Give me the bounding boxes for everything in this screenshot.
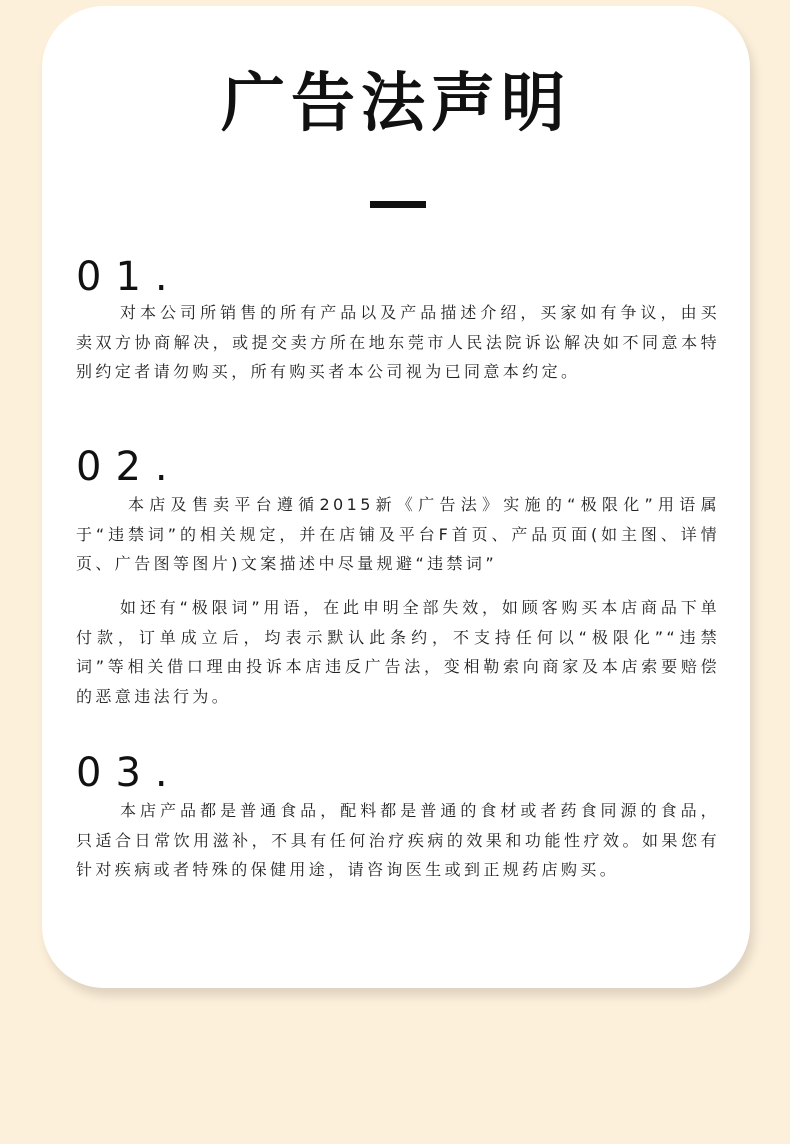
section-number-01: 01. <box>76 254 182 300</box>
section-02-paragraph-1: 本店及售卖平台遵循2015新《广告法》实施的“极限化”用语属于“违禁词”的相关规定，并在店铺及平台F首页、产品页面(如主图、详情页、广告图等图片)文案描述中尽量规避“违禁词” <box>76 495 720 573</box>
section-number-02: 02. <box>76 444 182 490</box>
page-title: 广告法声明 <box>221 67 571 141</box>
declaration-card <box>42 6 750 988</box>
section-number-03: 03. <box>76 750 182 796</box>
title-divider <box>370 201 426 208</box>
section-02-paragraph-2: 如还有“极限词”用语，在此申明全部失效，如顾客购买本店商品下单付款，订单成立后，均表示默认此条约，不支持任何以“极限化”“违禁词”等相关借口理由投诉本店违反广告法，变相勒索向商家及本店索要赔偿的恶意违法行为。 <box>76 598 720 706</box>
section-03-paragraph: 本店产品都是普通食品，配料都是普通的食材或者药食同源的食品，只适合日常饮用滋补，不具有任何治疗疾病的效果和功能性疗效。如果您有针对疾病或者特殊的保健用途，请咨询医生或到正规药店购买。 <box>76 801 720 879</box>
section-01-paragraph: 对本公司所销售的所有产品以及产品描述介绍，买家如有争议，由买卖双方协商解决，或提交卖方所在地东莞市人民法院诉讼解决如不同意本特别约定者请勿购买，所有购买者本公司视为已同意本约定。 <box>76 303 720 381</box>
